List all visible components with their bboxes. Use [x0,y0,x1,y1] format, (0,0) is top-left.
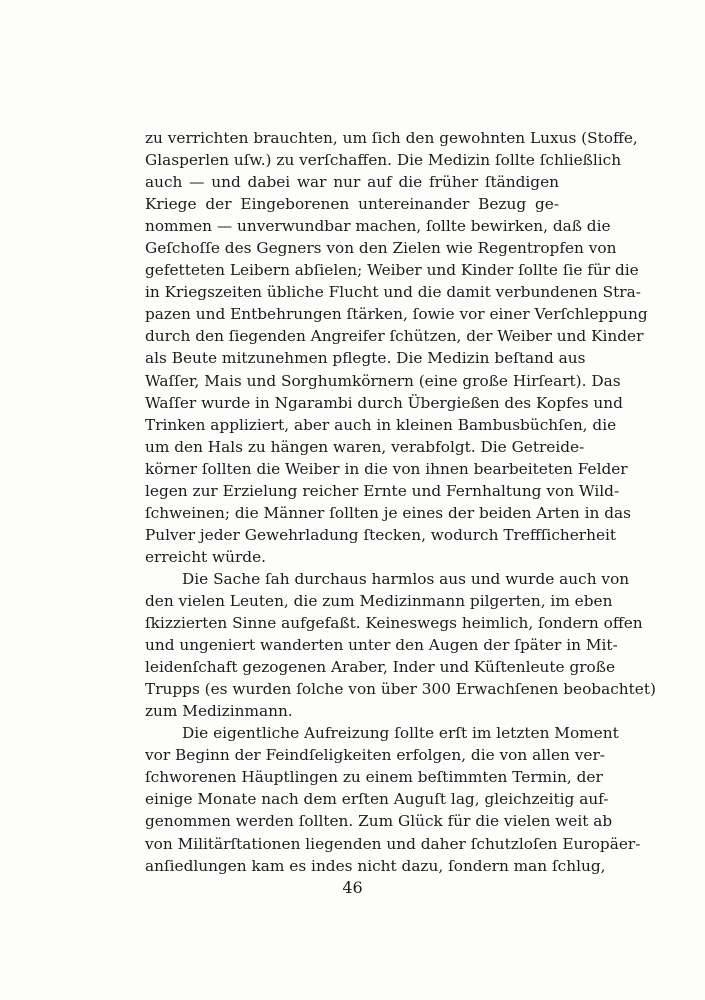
text-line: anſiedlungen kam es indes nicht dazu, ſondern man ſchlug, [145,856,606,875]
text-line: als Beute mitzunehmen pflegte. Die Medizin beſtand aus [145,349,586,368]
text-line: und ungeniert wanderten unter den Augen der ſpäter in Mit- [145,636,618,655]
text-line: Glasperlen uſw.) zu verſchaffen. Die Medizin ſollte ſchließlich [145,151,622,170]
text-line: nommen — unverwundbar machen, ſollte bewirken, daß die [145,217,611,236]
text-line: Die eigentliche Aufreizung ſollte erſt im letzten Moment [182,724,619,743]
text-line: Geſchoſſe des Gegners von den Zielen wie Regentropfen von [145,239,617,258]
text-line: Pulver jeder Gewehrladung ſtecken, wodurch Treffſicherheit [145,525,617,544]
text-line: zu verrichten brauchten, um ſich den gewohnten Luxus (Stoffe, [145,129,638,147]
text-line: gefetteten Leibern abſielen; Weiber und Kinder ſollte ſie für die [145,261,639,280]
text-line: den vielen Leuten, die zum Medizinmann pilgerten, im eben [145,591,613,610]
text-line: vor Beginn der Feindſeligkeiten erfolgen, die von allen ver- [145,746,605,765]
text-line: Kriege der Eingeborenen untereinander Bezug ge- [145,195,559,214]
text-line: Waſſer, Mais und Sorghumkörnern (eine große Hirſeart). Das [145,371,621,390]
text-line: in Kriegszeiten übliche Flucht und die damit verbundenen Stra- [145,283,641,302]
text-line: ſchweinen; die Männer ſollten je eines der beiden Arten in das [145,503,631,522]
text-line: einige Monate nach dem erſten Auguſt lag, gleichzeitig auf- [145,790,609,809]
text-line: von Militärſtationen liegenden und daher ſchutzloſen Europäer- [145,834,641,853]
text-line: pazen und Entbehrungen ſtärken, ſowie vor einer Verſchleppung [145,305,648,324]
text-line: Die Sache ſah durchaus harmlos aus und wurde auch von [182,569,630,588]
text-line: um den Hals zu hängen waren, verabfolgt. Die Getreide- [145,437,585,456]
page-number: 46 [342,878,363,897]
text-line: erreicht würde. [145,547,267,566]
text-line: durch den ſiegenden Angreifer ſchützen, der Weiber und Kinder [145,327,644,346]
text-line: Trupps (es wurden ſolche von über 300 Erwachſenen beobachtet) [145,680,656,699]
text-line: ſkizzierten Sinne aufgefaßt. Keineswegs heimlich, ſondern offen [145,614,643,633]
text-line: leidenſchaft gezogenen Araber, Inder und Küſtenleute große [145,658,616,677]
text-line: Trinken appliziert, aber auch in kleinen Bambusbüchſen, die [145,415,617,434]
text-line: körner ſollten die Weiber in die von ihnen bearbeiteten Felder [145,459,628,478]
text-line: Waſſer wurde in Ngarambi durch Übergießen des Kopfes und [145,393,623,412]
text-line: auch — und dabei war nur auf die früher ſtändigen [145,173,559,192]
text-line: zum Medizinmann. [145,702,293,721]
text-line: ſchworenen Häuptlingen zu einem beſtimmten Termin, der [145,768,603,787]
body-text [145,127,656,877]
text-line: genommen werden ſollten. Zum Glück für die vielen weit ab [145,812,613,831]
text-line: legen zur Erzielung reicher Ernte und Fernhaltung von Wild- [145,481,620,500]
